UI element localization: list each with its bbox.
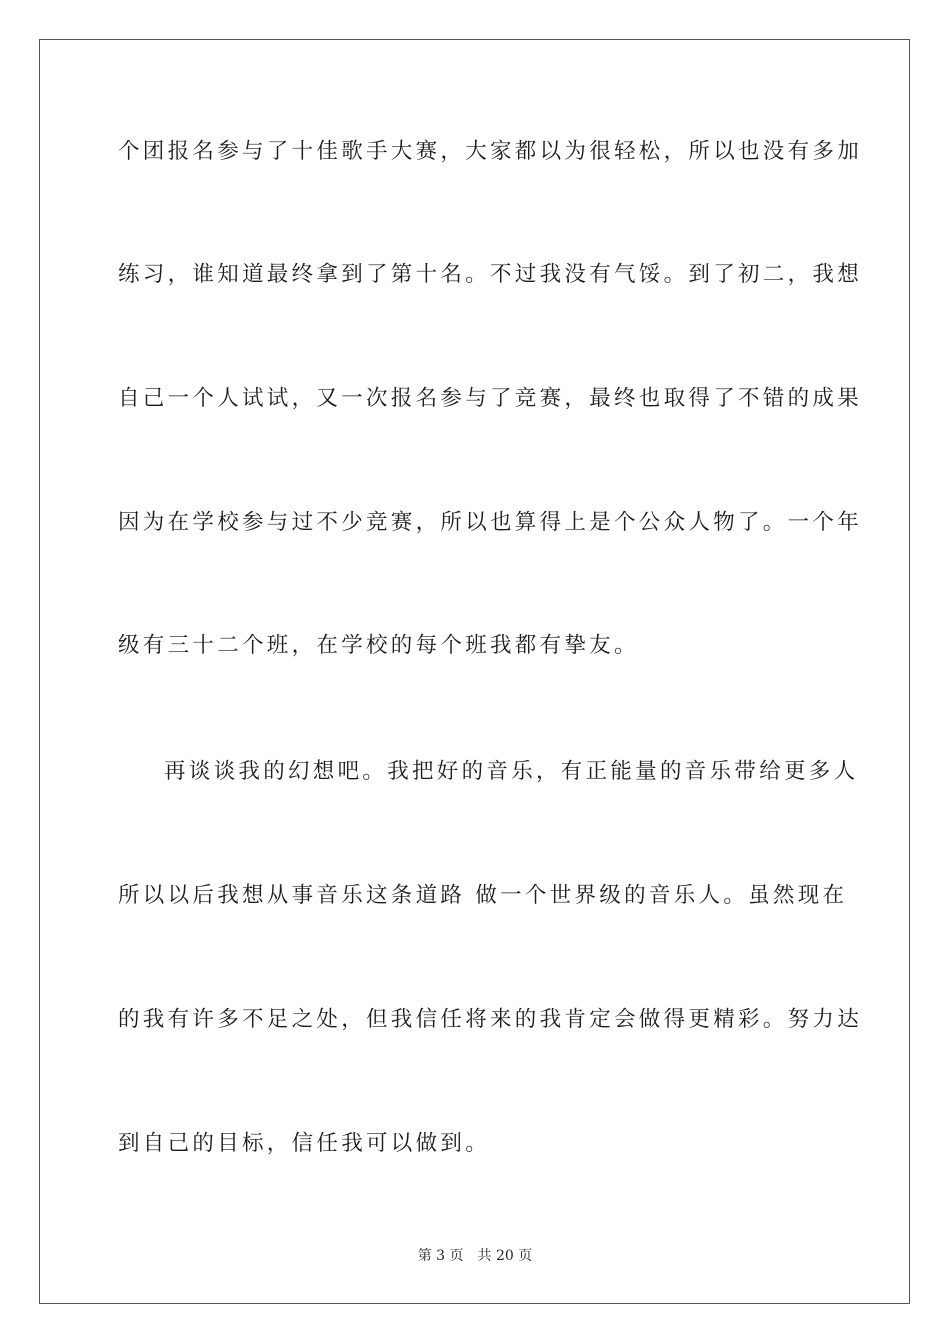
body-text-line-2: 练习，谁知道最终拿到了第十名。不过我没有气馁。到了初二，我想 [118,262,863,287]
body-text-line-4: 因为在学校参与过不少竞赛，所以也算得上是个公众人物了。一个年 [118,510,863,535]
body-text-line-1: 个团报名参与了十佳歌手大赛，大家都以为很轻松，所以也没有多加 [118,139,863,164]
page-number: 第 3 页 [417,1248,464,1264]
page-footer [0,1247,950,1265]
body-text-line-9: 到自己的目标，信任我可以做到。 [118,1131,491,1156]
body-text-line-6: 再谈谈我的幻想吧。我把好的音乐，有正能量的音乐带给更多人 [164,759,859,784]
body-text-line-8: 的我有许多不足之处，但我信任将来的我肯定会做得更精彩。努力达 [118,1007,863,1032]
body-text-line-3: 自己一个人试试，又一次报名参与了竞赛，最终也取得了不错的成果 [118,386,863,411]
body-text-line-5: 级有三十二个班，在学校的每个班我都有挚友。 [118,633,639,658]
page-total: 共 20 页 [477,1248,533,1264]
page-border [39,39,910,1304]
body-text-line-7: 所以以后我想从事音乐这条道路 做一个世界级的音乐人。虽然现在 [118,883,848,908]
